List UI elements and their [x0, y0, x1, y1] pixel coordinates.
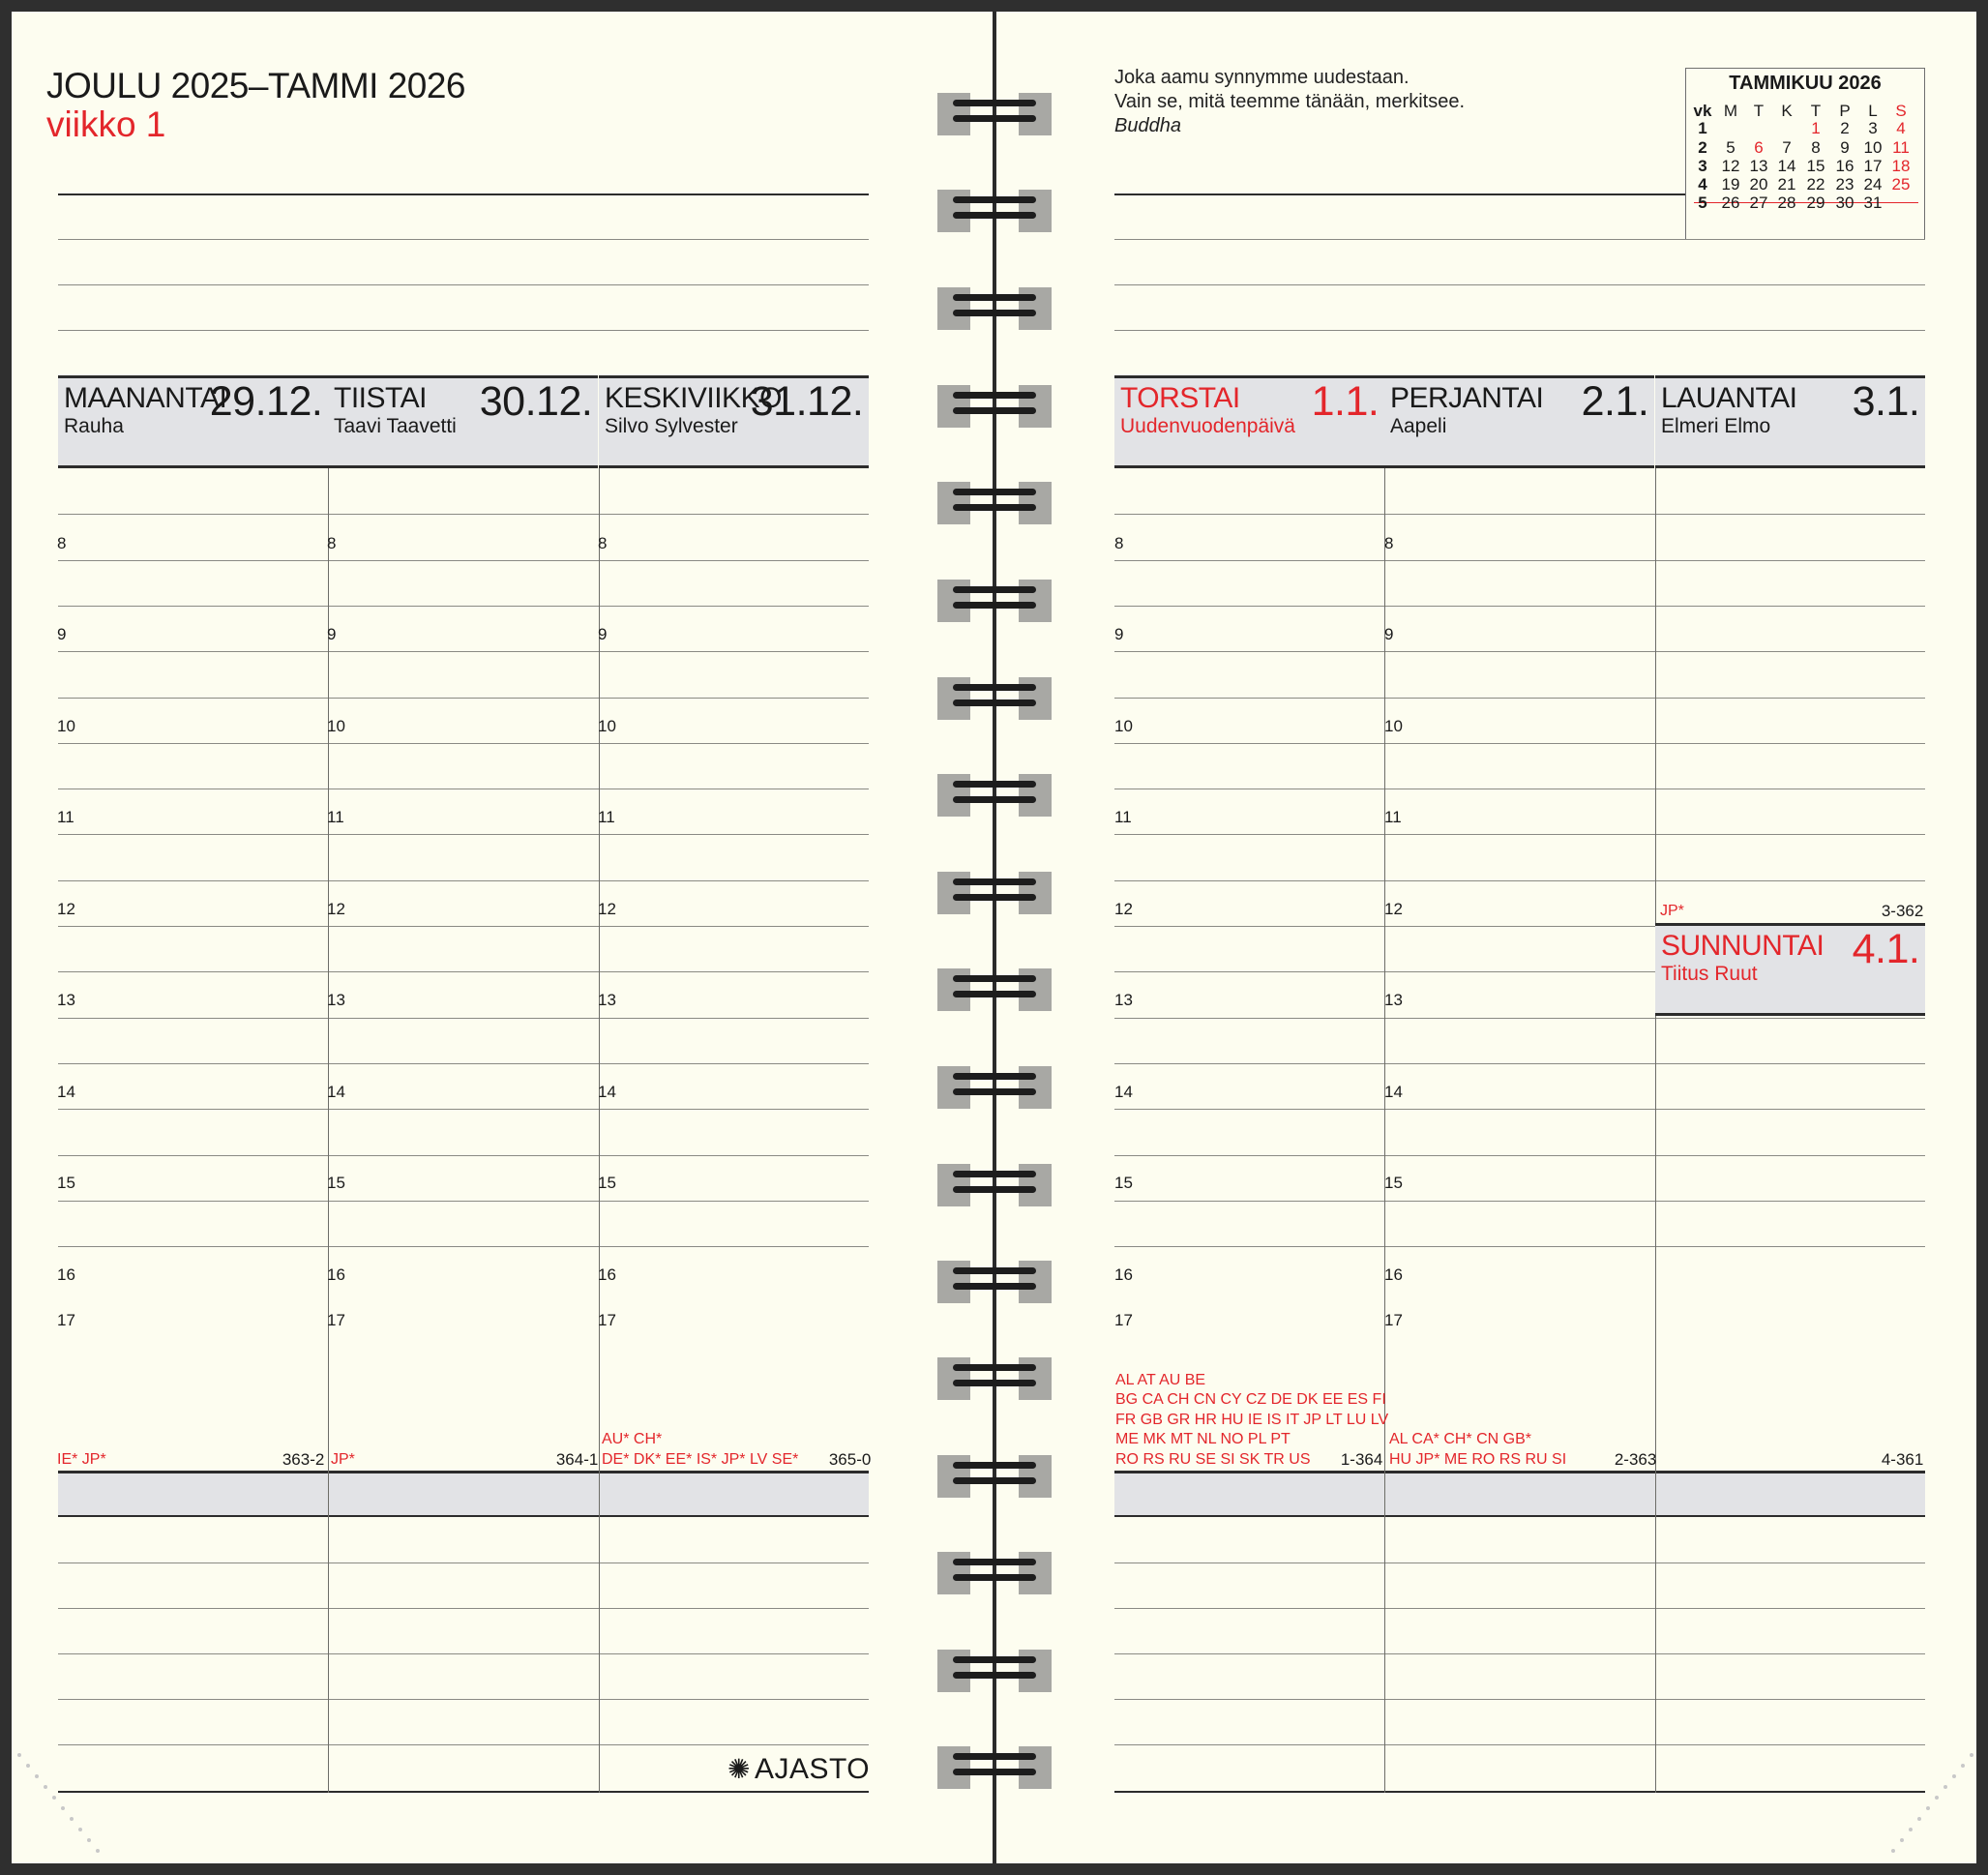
spiral-ring-part [953, 796, 1036, 803]
hour-line [58, 560, 869, 561]
spiral-ring [937, 91, 1052, 135]
hour-label: 9 [598, 625, 608, 643]
hour-label: 11 [327, 808, 344, 826]
hour-label: 13 [1384, 991, 1403, 1009]
hour-label: 8 [1384, 534, 1394, 552]
spiral-ring-part [953, 1267, 1036, 1274]
hour-line [58, 1155, 869, 1156]
hour-label: 10 [1384, 717, 1403, 735]
hour-line [1114, 514, 1925, 515]
spiral-ring-part [953, 586, 1036, 593]
hour-label: 17 [1384, 1311, 1403, 1329]
hour-line [1114, 606, 1925, 607]
perforation-dot [87, 1838, 91, 1842]
hour-line [58, 514, 869, 515]
mini-calendar-cell: 19 [1721, 175, 1740, 193]
mini-calendar-cell: 29 [1806, 193, 1825, 212]
hour-label: 14 [598, 1083, 616, 1101]
mini-calendar-cell: vk [1693, 102, 1712, 120]
hour-label: 12 [1384, 900, 1403, 918]
spiral-ring-part [953, 684, 1036, 691]
mini-calendar-cell: 2 [1840, 119, 1850, 137]
mini-calendar-cell: P [1839, 102, 1851, 120]
hour-label: 16 [327, 1265, 345, 1284]
hour-label: 14 [1384, 1083, 1403, 1101]
note-line [1114, 1653, 1925, 1654]
mini-calendar-cell: 16 [1835, 157, 1854, 175]
mini-calendar-cell: 30 [1835, 193, 1854, 212]
hour-label: 10 [598, 717, 616, 735]
spiral-ring-part [953, 975, 1036, 982]
day-header [328, 375, 598, 468]
left-page [12, 12, 994, 1863]
spiral-ring-part [953, 1380, 1036, 1386]
day-date: 30.12. [479, 378, 593, 425]
mini-calendar-cell: 8 [1811, 138, 1821, 157]
spiral-ring-part [953, 1462, 1036, 1469]
hour-label: 13 [1114, 991, 1133, 1009]
hour-line [58, 1109, 869, 1110]
day-number-code: 3-362 [1881, 902, 1924, 920]
hour-line [58, 1018, 869, 1019]
brand-logo [727, 1753, 870, 1786]
hour-label: 8 [598, 534, 608, 552]
mini-calendar-cell: 26 [1721, 193, 1740, 212]
perforation-dot [17, 1753, 21, 1757]
brand-name: AJASTO [754, 1753, 871, 1785]
mini-calendar-cell: 12 [1721, 157, 1740, 175]
spiral-ring-part [953, 991, 1036, 997]
day-number-code: 365-0 [828, 1450, 872, 1469]
holiday-countries: RO RS RU SE SI SK TR US [1115, 1450, 1311, 1468]
mini-calendar-cell: 18 [1891, 157, 1911, 175]
name-day: Elmeri Elmo [1661, 415, 1771, 437]
note-line [58, 1653, 869, 1654]
hour-label: 11 [1384, 808, 1402, 826]
hour-label: 9 [327, 625, 337, 643]
hour-line [58, 651, 869, 652]
hour-label: 11 [57, 808, 74, 826]
spiral-ring-part [953, 1171, 1036, 1177]
hour-label: 12 [57, 900, 75, 918]
spiral-ring-part [953, 1656, 1036, 1663]
hour-label: 16 [1384, 1265, 1403, 1284]
day-number-code: 1-364 [1340, 1450, 1383, 1469]
holiday-countries: JP* [331, 1450, 355, 1468]
holiday-countries: DE* DK* EE* IS* JP* LV SE* [602, 1450, 799, 1468]
note-line [58, 284, 869, 285]
spiral-ring [937, 578, 1052, 622]
spiral-ring [937, 1648, 1052, 1692]
spiral-ring [937, 480, 1052, 524]
hour-line [58, 698, 869, 699]
hour-label: 15 [57, 1174, 75, 1192]
note-line [58, 1562, 869, 1563]
hour-line [58, 1063, 869, 1064]
perforation-dot [1926, 1806, 1930, 1810]
mini-calendar-cell: 11 [1892, 138, 1910, 157]
hour-line [1114, 880, 1925, 881]
day-date: 3.1. [1852, 378, 1920, 425]
mini-calendar-cell: 25 [1891, 175, 1911, 193]
sun-logo-icon: ✺ [727, 1754, 751, 1784]
day-number-code: 364-1 [555, 1450, 599, 1469]
note-line [1114, 1562, 1925, 1563]
mini-calendar-cell: 23 [1835, 175, 1854, 193]
mini-calendar-cell: 20 [1749, 175, 1768, 193]
note-line [58, 1699, 869, 1700]
spiral-ring-part [953, 894, 1036, 901]
perforation-dot [1943, 1785, 1947, 1789]
spiral-ring-part [953, 699, 1036, 706]
spiral-ring-part [953, 504, 1036, 511]
day-name: MAANANTAI [64, 382, 227, 414]
name-day: Rauha [64, 415, 124, 437]
week-number: viikko 1 [46, 104, 166, 144]
day-number-code: 4-361 [1881, 1450, 1924, 1469]
perforation-dot [1909, 1828, 1913, 1831]
note-line [58, 193, 869, 195]
hour-label: 8 [327, 534, 337, 552]
column-divider [1655, 375, 1656, 1793]
spiral-ring-part [953, 1186, 1036, 1193]
hour-line [1114, 651, 1925, 652]
note-line [1114, 330, 1925, 331]
mini-calendar-cell: S [1895, 102, 1907, 120]
hour-label: 14 [1114, 1083, 1133, 1101]
mini-calendar-cell: 4 [1698, 175, 1707, 193]
spiral-ring-part [953, 115, 1036, 122]
spiral-ring [937, 1259, 1052, 1303]
mini-calendar-cell: 24 [1863, 175, 1883, 193]
spiral-ring-part [953, 1574, 1036, 1581]
hour-label: 15 [1114, 1174, 1133, 1192]
perforation-dot [1935, 1796, 1939, 1800]
spiral-ring-part [953, 781, 1036, 788]
hour-label: 9 [1384, 625, 1394, 643]
hour-label: 13 [598, 991, 616, 1009]
spiral-ring-part [953, 1477, 1036, 1484]
page-bottom-line [1114, 1791, 1925, 1793]
holiday-countries: IE* JP* [57, 1450, 106, 1468]
day-name: LAUANTAI [1661, 382, 1797, 414]
note-line [1114, 1744, 1925, 1745]
mini-calendar-cell: M [1723, 102, 1738, 120]
day-header [599, 375, 869, 468]
mini-calendar-cell: 5 [1698, 193, 1707, 212]
note-line [58, 239, 869, 240]
hour-label: 16 [57, 1265, 75, 1284]
spiral-ring-part [953, 1283, 1036, 1290]
mini-calendar-cell: 14 [1777, 157, 1796, 175]
holiday-countries: AU* CH* [602, 1431, 663, 1447]
mini-calendar-cell: 10 [1863, 138, 1883, 157]
day-header [1384, 375, 1654, 468]
hour-label: 13 [57, 991, 75, 1009]
day-date: 31.12. [750, 378, 864, 425]
perforation-dot [1961, 1764, 1965, 1768]
mini-calendar-cell: T [1753, 102, 1765, 120]
note-line [1114, 1699, 1925, 1700]
perforation-dot [44, 1785, 47, 1789]
hour-line [58, 1201, 869, 1202]
spiral-ring-part [953, 310, 1036, 316]
perforation-dot [1891, 1849, 1895, 1853]
hour-line [1114, 1109, 1925, 1110]
day-name: TORSTAI [1120, 382, 1240, 414]
band-bottom-line [1114, 1515, 1925, 1517]
day-name: TIISTAI [334, 382, 427, 414]
day-name: SUNNUNTAI [1661, 930, 1825, 962]
hour-line [1114, 1201, 1925, 1202]
spiral-ring-part [953, 1073, 1036, 1080]
hour-line [1114, 1063, 1925, 1064]
holiday-countries: FR GB GR HR HU IE IS IT JP LT LU LV [1115, 1411, 1389, 1428]
spiral-ring [937, 772, 1052, 817]
spiral-ring-part [953, 100, 1036, 106]
hour-line [1114, 1018, 1925, 1019]
hour-label: 13 [327, 991, 345, 1009]
page-bottom-line [58, 1791, 869, 1793]
quote-author: Buddha [1114, 115, 1181, 136]
hour-label: 9 [1114, 625, 1124, 643]
spiral-ring [937, 1355, 1052, 1400]
hour-label: 17 [598, 1311, 616, 1329]
spiral-ring [937, 1744, 1052, 1789]
note-line [58, 1744, 869, 1745]
hour-label: 17 [327, 1311, 345, 1329]
spiral-ring [937, 188, 1052, 232]
hour-line [58, 926, 869, 927]
spiral-ring-part [953, 1672, 1036, 1679]
holiday-countries: JP* [1660, 902, 1684, 919]
holiday-countries: ME MK MT NL NO PL PT [1115, 1431, 1291, 1447]
perforation-dot [52, 1796, 56, 1800]
mini-calendar-cell: 7 [1782, 138, 1792, 157]
day-header [58, 375, 328, 468]
perforation-dot [96, 1849, 100, 1853]
holiday-countries: HU JP* ME RO RS RU SI [1389, 1450, 1567, 1468]
perforation-dot [1917, 1817, 1921, 1821]
perforation-dot [26, 1764, 30, 1768]
perforation-dot [78, 1828, 82, 1831]
spiral-ring [937, 1453, 1052, 1498]
spiral-ring [937, 1162, 1052, 1206]
spiral-ring-part [953, 1559, 1036, 1565]
name-day: Tiitus Ruut [1661, 963, 1758, 985]
note-line [58, 330, 869, 331]
day-header [1114, 375, 1384, 468]
hour-label: 16 [1114, 1265, 1133, 1284]
hour-label: 8 [57, 534, 67, 552]
spiral-ring-part [953, 196, 1036, 203]
perforation-dot [1900, 1838, 1904, 1842]
spiral-ring-part [953, 878, 1036, 885]
hour-label: 12 [1114, 900, 1133, 918]
hour-line [1114, 698, 1925, 699]
mini-calendar [1685, 68, 1925, 240]
mini-calendar-cell: 22 [1806, 175, 1825, 193]
perforation-dot [70, 1817, 74, 1821]
holiday-countries: AL AT AU BE [1115, 1371, 1206, 1388]
hour-line [58, 606, 869, 607]
day-header [1655, 923, 1925, 1016]
notes-band [58, 1473, 869, 1516]
spiral-ring-part [953, 1769, 1036, 1775]
mini-calendar-cell: 6 [1754, 138, 1764, 157]
note-line [1114, 193, 1685, 195]
hour-line [1114, 1246, 1925, 1247]
spiral-ring-part [953, 1088, 1036, 1095]
spiral-ring-part [953, 294, 1036, 301]
spiral-ring [937, 1064, 1052, 1109]
hour-line [58, 834, 869, 835]
hour-line [1114, 743, 1925, 744]
holiday-countries: AL CA* CH* CN GB* [1389, 1431, 1531, 1447]
mini-calendar-cell: 2 [1698, 138, 1707, 157]
hour-label: 17 [57, 1311, 75, 1329]
hour-label: 12 [327, 900, 345, 918]
perforation-dot [35, 1774, 39, 1778]
note-line [58, 1608, 869, 1609]
mini-calendar-cell: 3 [1868, 119, 1878, 137]
hour-label: 10 [57, 717, 75, 735]
note-line [1114, 239, 1925, 240]
hour-line [1114, 560, 1925, 561]
day-number-code: 2-363 [1614, 1450, 1657, 1469]
perforation-dot [1952, 1774, 1956, 1778]
hour-line [1114, 834, 1925, 835]
perforation-dot [1970, 1753, 1973, 1757]
mini-calendar-cell: T [1810, 102, 1822, 120]
hour-label: 8 [1114, 534, 1124, 552]
band-bottom-line [58, 1515, 869, 1517]
mini-calendar-cell: 3 [1698, 157, 1707, 175]
spiral-ring-part [953, 212, 1036, 219]
day-header [1655, 375, 1925, 468]
hour-label: 12 [598, 900, 616, 918]
mini-calendar-cell: 15 [1806, 157, 1825, 175]
notes-band [1114, 1473, 1925, 1516]
hour-label: 11 [598, 808, 615, 826]
day-date: 29.12. [209, 378, 323, 425]
mini-calendar-cell: 28 [1777, 193, 1796, 212]
mini-calendar-cell: 5 [1726, 138, 1736, 157]
note-line [1114, 284, 1925, 285]
quote [1114, 66, 1465, 138]
hour-label: 16 [598, 1265, 616, 1284]
mini-calendar-cell: 17 [1863, 157, 1883, 175]
note-line [1114, 1608, 1925, 1609]
hour-line [58, 880, 869, 881]
day-name: PERJANTAI [1390, 382, 1544, 414]
spiral-ring [937, 383, 1052, 428]
spiral-ring-part [953, 1753, 1036, 1760]
page-title: JOULU 2025–TAMMI 2026 [46, 66, 466, 105]
hour-label: 15 [327, 1174, 345, 1192]
spiral-ring-part [953, 1364, 1036, 1371]
mini-calendar-cell: 27 [1749, 193, 1768, 212]
hour-label: 14 [327, 1083, 345, 1101]
hour-label: 9 [57, 625, 67, 643]
quote-line-2: Vain se, mitä teemme tänään, merkitsee. [1114, 91, 1466, 112]
mini-calendar-cell: 1 [1698, 119, 1707, 137]
spiral-ring-part [953, 407, 1036, 414]
spiral-ring-part [953, 602, 1036, 609]
day-date: 1.1. [1311, 378, 1380, 425]
name-day: Aapeli [1390, 415, 1447, 437]
mini-calendar-cell: K [1781, 102, 1793, 120]
spiral-ring-part [953, 392, 1036, 399]
mini-calendar-cell: 13 [1749, 157, 1768, 175]
hour-label: 17 [1114, 1311, 1133, 1329]
hour-label: 15 [1384, 1174, 1403, 1192]
hour-label: 15 [598, 1174, 616, 1192]
day-date: 4.1. [1852, 926, 1920, 972]
day-date: 2.1. [1581, 378, 1649, 425]
hour-line [58, 1246, 869, 1247]
mini-calendar-title: TAMMIKUU 2026 [1729, 73, 1882, 94]
name-day: Taavi Taavetti [334, 415, 457, 437]
hour-label: 11 [1114, 808, 1132, 826]
hour-label: 14 [57, 1083, 75, 1101]
name-day: Uudenvuodenpäivä [1120, 415, 1295, 437]
hour-line [1114, 1155, 1925, 1156]
perforation-dot [61, 1806, 65, 1810]
hour-line [58, 971, 869, 972]
quote-line-1: Joka aamu synnymme uudestaan. [1114, 67, 1409, 88]
name-day: Silvo Sylvester [605, 415, 738, 437]
mini-calendar-cell: 31 [1863, 193, 1883, 212]
spiral-ring [937, 1550, 1052, 1594]
mini-calendar-cell: 9 [1840, 138, 1850, 157]
hour-label: 10 [327, 717, 345, 735]
mini-calendar-cell: L [1868, 102, 1878, 120]
spiral-ring [937, 285, 1052, 330]
hour-label: 10 [1114, 717, 1133, 735]
spiral-ring [937, 967, 1052, 1011]
day-name: KESKIVIIKKO [605, 382, 782, 414]
mini-calendar-cell: 4 [1896, 119, 1906, 137]
mini-calendar-cell: 21 [1777, 175, 1796, 193]
mini-calendar-cell: 1 [1811, 119, 1821, 137]
spiral-ring [937, 870, 1052, 914]
hour-line [58, 743, 869, 744]
day-number-code: 363-2 [282, 1450, 325, 1469]
spiral-ring-part [953, 489, 1036, 495]
spiral-ring [937, 675, 1052, 720]
holiday-countries: BG CA CH CN CY CZ DE DK EE ES FI [1115, 1391, 1386, 1408]
